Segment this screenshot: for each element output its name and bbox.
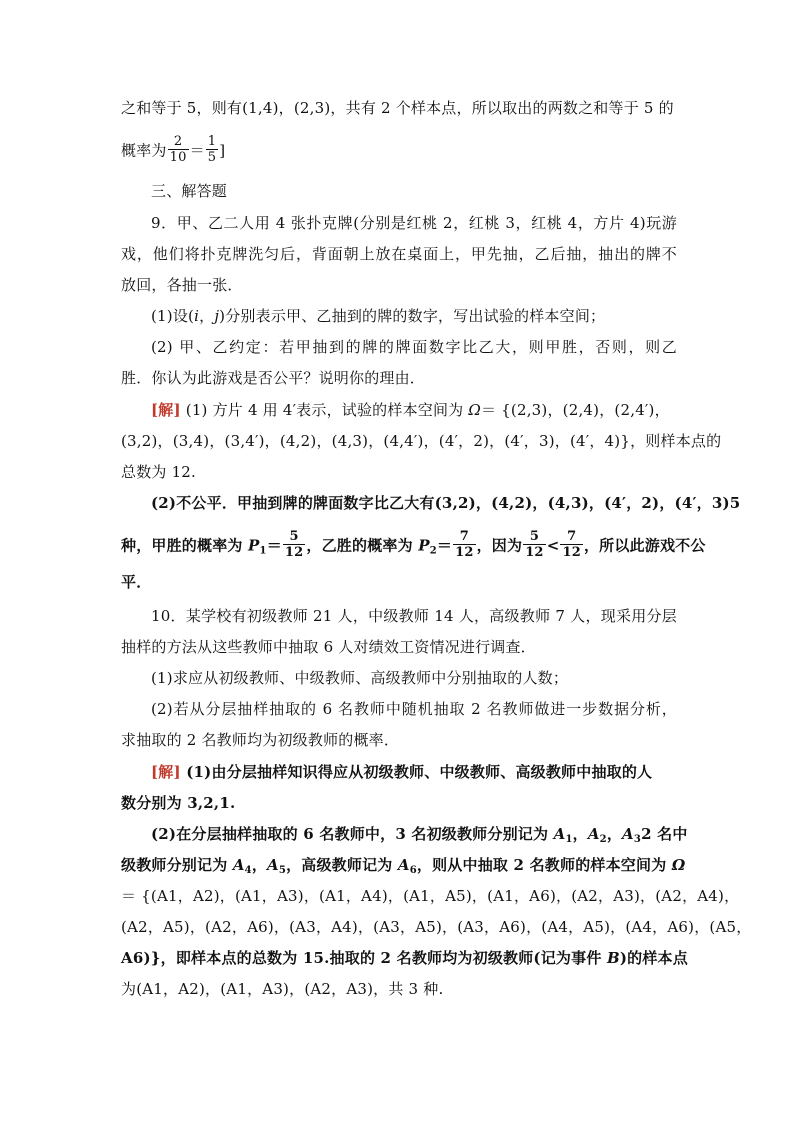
a10-part-2-line-2: 级教师分别记为 $A_4$，$A_5$，高级教师记为 $A_6$，则从中抽取 2 名教师的样本空间为 Ω: [121, 856, 686, 876]
a9-line-3: 总数为 12.: [121, 463, 197, 481]
a10-line-2: 数分别为 3,2,1.: [121, 794, 236, 812]
q9-line-2: 戏，他们将扑克牌洗匀后，背面朝上放在桌面上，甲先抽，乙后抽，抽出的牌不: [121, 245, 677, 263]
q9-line-3: 放回，各抽一张．: [121, 276, 243, 294]
solution-tag: [解]: [151, 763, 181, 781]
q10-part-2-line-1: (2)若从分层抽样抽取的 6 名教师中随机抽取 2 名教师做进一步数据分析，: [151, 700, 677, 718]
a9-part-2-line-3: 平．: [121, 573, 152, 591]
fraction-1-5: $\frac{1}{5}$: [207, 134, 217, 165]
fraction-7-12-b: $\frac{7}{12}$: [562, 529, 581, 560]
fraction-5-12-b: $\frac{5}{12}$: [525, 529, 544, 560]
a9-part-2-line-1: (2)不公平．甲抽到牌的牌面数字比乙大有(3,2)，(4,2)，(4,3)，(4′，2)，(4′，3)5: [151, 494, 741, 512]
q10-line-1: 10．某学校有初级教师 21 人，中级教师 14 人，高级教师 7 人，现采用分层: [151, 607, 677, 625]
solution-tag: [解]: [151, 401, 181, 419]
q10-line-2: 抽样的方法从这些教师中抽取 6 人对绩效工资情况进行调查．: [121, 638, 536, 656]
a10-line-6: 为(A1，A2)，(A1，A3)，(A2，A3)，共 3 种.: [121, 980, 444, 998]
a10-line-1: [解] (1)由分层抽样知识得应从初级教师、中级教师、高级教师中抽取的人: [151, 763, 653, 781]
q9-part-2-line-1: (2) 甲、乙约定：若甲抽到的牌的牌面数字比乙大，则甲胜，否则，则乙: [151, 338, 677, 356]
q9-line-1: 9．甲、乙二人用 4 张扑克牌(分别是红桃 2，红桃 3，红桃 4，方片 4)玩游: [151, 214, 677, 232]
a9-part-2-line-2: 种，甲胜的概率为 $P_1=$ $\frac{5}{12}$ ，乙胜的概率为 $P_2=$ $\frac{7}{12}$ ，因为 $\frac{5}{12}$ < $\frac{7}{12}$ ，所以此游戏不公: [121, 529, 706, 560]
q9-part-2-line-2: 胜．你认为此游戏是否公平？说明你的理由．: [121, 369, 426, 387]
intro-line-2: 概率为 $\frac{2}{10}$ ＝ $\frac{1}{5}$ ]: [121, 134, 226, 165]
q10-part-2-line-2: 求抽取的 2 名教师均为初级教师的概率．: [121, 731, 400, 749]
a10-line-5: A6)}，即样本点的总数为 15.抽取的 2 名教师均为初级教师(记为事件 B)的样本点: [121, 949, 688, 967]
intro-line-1: 之和等于 5，则有(1,4)，(2,3)，共有 2 个样本点，所以取出的两数之和等于 5 的: [121, 99, 674, 117]
q10-part-1: (1)求应从初级教师、中级教师、高级教师中分别抽取的人数；: [151, 669, 569, 687]
a9-line-1: [解] (1) 方片 4 用 4′表示，试验的样本空间为 Ω＝ {(2,3)，(2,4)，(2,4′)，: [151, 401, 670, 419]
fraction-5-12: $\frac{5}{12}$: [284, 529, 304, 560]
section-heading: 三、解答题: [151, 182, 228, 200]
q9-part-1: (1)设(i，j)分别表示甲、乙抽到的牌的数字，写出试验的样本空间；: [151, 307, 606, 325]
fraction-7-12: $\frac{7}{12}$: [455, 529, 474, 560]
a10-part-2-line-1: (2)在分层抽样抽取的 6 名教师中，3 名初级教师分别记为 $A_1$，$A_2$，$A_32$ 名中: [151, 825, 688, 845]
a10-sample-space-line-1: ＝ {(A1，A2)，(A1，A3)，(A1，A4)，(A1，A5)，(A1，A6)，(A2，A3)，(A2，A4)，: [121, 887, 740, 905]
a9-line-2: (3,2)，(3,4)，(3,4′)，(4,2)，(4,3)，(4,4′)，(4′，2)，(4′，3)，(4′，4)}，则样本点的: [121, 432, 722, 450]
a10-sample-space-line-2: (A2，A5)，(A2，A6)，(A3，A4)，(A3，A5)，(A3，A6)，(A4，A5)，(A4，A6)，(A5，: [121, 918, 752, 936]
fraction-2-10: $\frac{2}{10}$: [169, 134, 187, 165]
